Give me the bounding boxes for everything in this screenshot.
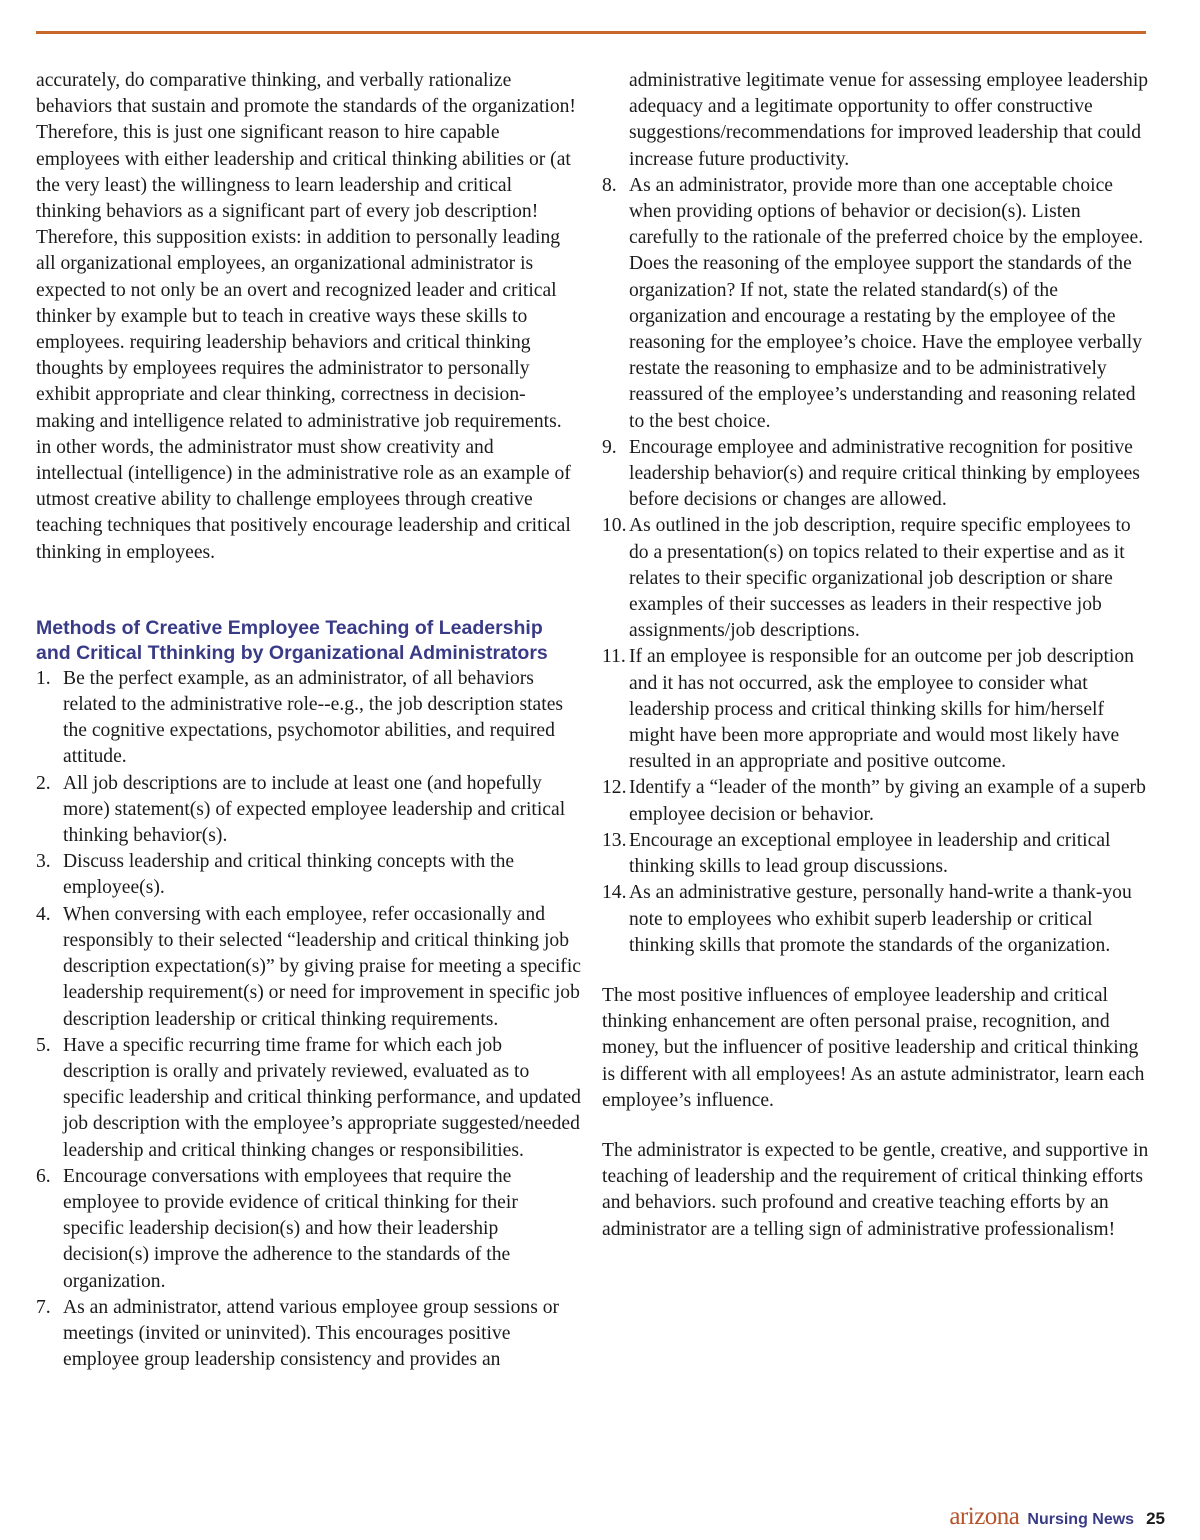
list-item: 6. Encourage conversations with employees that require the employee to provide evidence of critical thinking for their specific leadership decision(s) and how their leadership decision(s) improve the adherence to the standards of the organization. (36, 1165, 518, 1292)
section-heading: Methods of Creative Employee Teaching of Leadership and Critical Tthinking by Organizational Administrators (36, 616, 548, 664)
page-footer (949, 1503, 1165, 1531)
methods-list-left (36, 666, 581, 1373)
list-item: 2. All job descriptions are to include at least one (and hopefully more) statement(s) of expected employee leadership and critical thinking behavior(s). (36, 772, 566, 847)
list-item: 4. When conversing with each employee, refer occasionally and responsibly to their selected “leadership and critical thinking job description expectation(s)” by giving praise for meeting a specific leadership requirement(s) or need for improvement in specific job description leadership or critical thinking requirements. (36, 903, 581, 1030)
list-item: 9. Encourage employee and administrative recognition for positive leadership behavior(s) and require critical thinking by employees before decisions or changes are allowed. (602, 436, 1140, 511)
left-column (36, 68, 581, 1373)
methods-list-right (602, 173, 1150, 959)
publication-name: Nursing News (1027, 1511, 1135, 1528)
list-item: 8. As an administrator, provide more than one acceptable choice when providing options of behavior or decision(s). Listen carefully to the rationale of the preferred choice by the employee. Does the reasoning of the employee support the standards of the organization? If not, state the related standard(s) of the organization and encourage a restating by the employee of the reasoning for the employee’s choice. Have the employee verbally restate the reasoning to emphasize and to be administratively reassured of the employee’s understanding and reasoning related to the best choice. (602, 174, 1144, 432)
list-item: 5. Have a specific recurring time frame for which each job description is orally and privately reviewed, evaluated as to specific leadership and critical thinking performance, and updated job description with the employee’s appropriate suggested/needed leadership and critical thinking changes or responsibilities. (36, 1034, 581, 1161)
intro-paragraph: accurately, do comparative thinking, and verbally rationalize behaviors that sustain and promote the standards of the organization! Therefore, this is just one significant reason to hire capable employees with either leadership and critical thinking abilities or (at the very least) the willingness to learn leadership and critical thinking behaviors as a significant part of every job description! Therefore, this supposition exists: in addition to personally leading all organizational employees, an organizational administrator is expected to not only be an overt and recognized leader and critical thinker by example but to teach in creative ways these skills to employees. requiring leadership behaviors and critical thinking thoughts by employees requires the administrator to personally exhibit appropriate and clear thinking, correctness in decision-making and intelligence related to administrative job requirements. in other words, the administrator must show creativity and intellectual (intelligence) in the administrative role as an example of utmost creative ability to challenge employees through creative teaching techniques that positively encourage leadership and critical thinking in employees. (36, 70, 576, 563)
influence-paragraph: The most positive influences of employee leadership and critical thinking enhancement are often personal praise, recognition, and money, but the influencer of positive leadership and critical thinking is different with all employees! As an astute administrator, learn each employee’s influence. (602, 984, 1145, 1111)
list-item: 11. If an employee is responsible for an outcome per job description and it has not occurred, ask the employee to consider what leadership process and critical thinking skills for him/herself might have been more appropriate and would most likely have resulted in an appropriate and positive outcome. (602, 646, 1134, 773)
list-item: 14. As an administrative gesture, personally hand-write a thank-you note to employees who exhibit superb leadership or critical thinking skills that promote the standards of the organization. (602, 882, 1132, 956)
list-item: 13. Encourage an exceptional employee in leadership and critical thinking skills to lead group discussions. (602, 829, 1111, 878)
publication-logo: arizona (949, 1503, 1020, 1530)
list-item: 7. As an administrator, attend various employee group sessions or meetings (invited or uninvited). This encourages positive employee group leadership consistency and provides an (36, 1296, 560, 1371)
top-rule (36, 31, 1146, 34)
list-item-continued: administrative legitimate venue for assessing employee leadership adequacy and a legitimate opportunity to offer constructive suggestions/recommendations for improved leadership that could increase future productivity. (629, 70, 1149, 170)
list-item: 10. As outlined in the job description, require specific employees to do a presentation(s) on topics related to their expertise and as it relates to their specific organizational job description or share examples of their successes as leaders in their respective job assignments/job descriptions. (602, 515, 1131, 642)
closing-paragraph: The administrator is expected to be gentle, creative, and supportive in teaching of leadership and the requirement of critical thinking efforts and behaviors. such profound and creative teaching efforts by an administrator are a telling sign of administrative professionalism! (602, 1139, 1149, 1240)
list-item: 12. Identify a “leader of the month” by giving an example of a superb employee decision or behavior. (602, 777, 1146, 825)
page-number: 25 (1146, 1509, 1165, 1528)
right-column (602, 68, 1150, 1243)
list-item: 3. Discuss leadership and critical thinking concepts with the employee(s). (36, 851, 515, 899)
list-item: 1. Be the perfect example, as an administrator, of all behaviors related to the administrative role--e.g., the job description states the cognitive expectations, psychomotor abilities, and required attitude. (36, 667, 564, 768)
